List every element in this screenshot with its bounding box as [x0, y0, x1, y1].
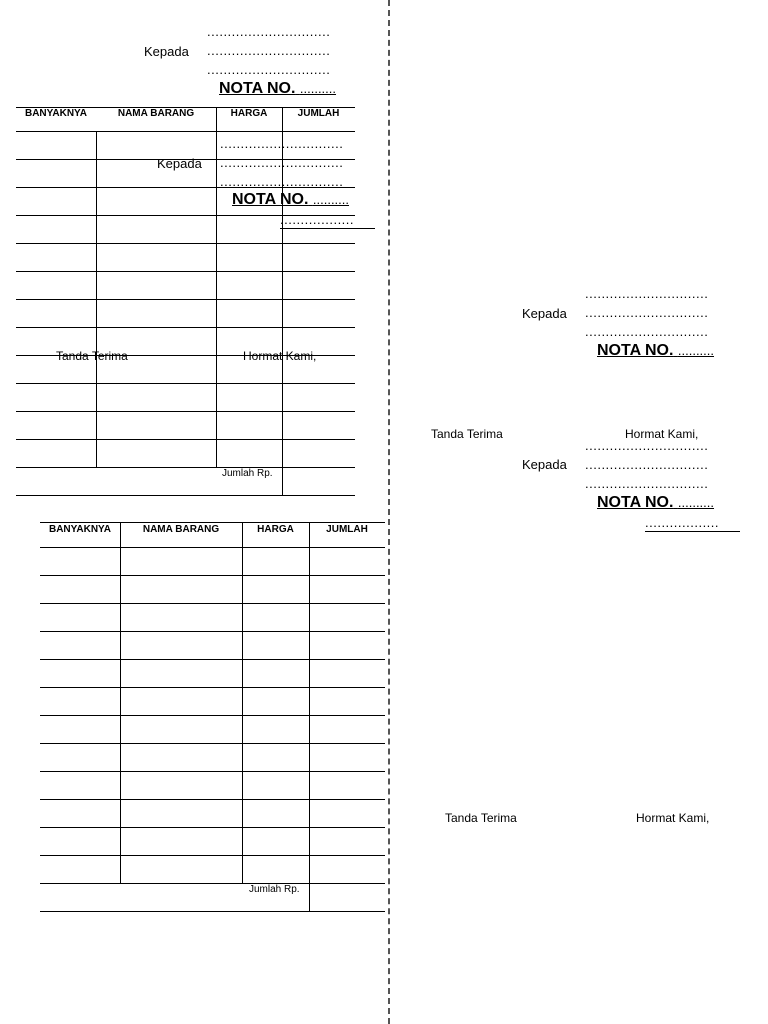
table-row-line — [40, 715, 385, 716]
table-row-line — [40, 687, 385, 688]
col-header-nama-barang: NAMA BARANG — [117, 108, 195, 119]
col-header-jumlah: JUMLAH — [297, 108, 340, 119]
table-row-line — [16, 299, 355, 300]
hormat-kami-label: Hormat Kami, — [636, 811, 710, 825]
tanda-terima-label: Tanda Terima — [56, 349, 128, 363]
nota-no-dots: .......... — [677, 343, 715, 358]
column-divider — [242, 522, 243, 883]
table-row-line — [16, 439, 355, 440]
underline — [645, 531, 740, 532]
address-dots-line: .............................. — [207, 43, 331, 58]
address-dots-line: .............................. — [585, 324, 709, 339]
kepada-label: Kepada — [157, 156, 202, 171]
tanda-terima-label: Tanda Terima — [431, 427, 503, 441]
kepada-label: Kepada — [144, 44, 189, 59]
nota-no-dots: .......... — [677, 495, 715, 510]
col-header-nama-barang: NAMA BARANG — [142, 524, 220, 535]
address-dots-line: .............................. — [585, 305, 709, 320]
address-dots-line: .............................. — [220, 155, 344, 170]
table-row-line — [16, 383, 355, 384]
kepada-label: Kepada — [522, 457, 567, 472]
table-row-line — [40, 631, 385, 632]
nota-no-label: NOTA NO. — [597, 494, 674, 511]
nota-no-label: NOTA NO. — [232, 191, 309, 208]
table-row-line — [40, 659, 385, 660]
address-dots-line: .............................. — [585, 476, 709, 491]
table-row-line — [40, 855, 385, 856]
table-row-line — [16, 467, 355, 468]
nota-no-label: NOTA NO. — [219, 80, 296, 97]
address-dots-line: .............................. — [207, 24, 331, 39]
column-divider — [120, 522, 121, 883]
address-dots-line: .............................. — [220, 136, 344, 151]
tanda-terima-label: Tanda Terima — [445, 811, 517, 825]
table-row-line — [40, 603, 385, 604]
col-header-harga: HARGA — [230, 108, 268, 119]
jumlah-rp-label: Jumlah Rp. — [249, 884, 300, 895]
address-dots-line: .............................. — [207, 62, 331, 77]
address-dots-line: .................. — [645, 515, 720, 530]
address-dots-line: .............................. — [585, 438, 709, 453]
table-row-line — [40, 911, 385, 912]
nota-number — [597, 494, 714, 512]
col-header-banyaknya: BANYAKNYA — [48, 524, 112, 535]
col-header-jumlah: JUMLAH — [326, 524, 368, 535]
hormat-kami-label: Hormat Kami, — [243, 349, 317, 363]
table-border — [40, 522, 385, 523]
nota-number — [597, 342, 714, 360]
address-dots-line: .................. — [280, 212, 355, 227]
table-row-line — [40, 771, 385, 772]
column-divider — [96, 131, 97, 467]
table-row-line — [16, 411, 355, 412]
table-row-line — [16, 327, 355, 328]
table-row-line — [16, 495, 355, 496]
table-row-line — [40, 575, 385, 576]
underline — [280, 228, 375, 229]
table-row-line — [16, 271, 355, 272]
nota-number — [232, 191, 349, 209]
table-row-line — [16, 131, 355, 132]
address-dots-line: .............................. — [585, 286, 709, 301]
kepada-label: Kepada — [522, 306, 567, 321]
hormat-kami-label: Hormat Kami, — [625, 427, 699, 441]
address-dots-line: .............................. — [585, 457, 709, 472]
cut-line — [388, 0, 390, 1024]
nota-no-label: NOTA NO. — [597, 342, 674, 359]
table-row-line — [40, 827, 385, 828]
col-header-banyaknya: BANYAKNYA — [24, 108, 88, 119]
nota-no-dots: .......... — [312, 192, 350, 207]
table-row-line — [40, 799, 385, 800]
table-row-line — [40, 547, 385, 548]
col-header-harga: HARGA — [257, 524, 294, 535]
table-row-line — [16, 243, 355, 244]
column-divider — [309, 522, 310, 911]
nota-no-dots: .......... — [299, 81, 337, 96]
column-divider — [216, 107, 217, 467]
jumlah-rp-label: Jumlah Rp. — [222, 468, 273, 479]
nota-number — [219, 80, 336, 98]
table-row-line — [40, 743, 385, 744]
table-row-line — [40, 883, 385, 884]
address-dots-line: .............................. — [220, 174, 344, 189]
